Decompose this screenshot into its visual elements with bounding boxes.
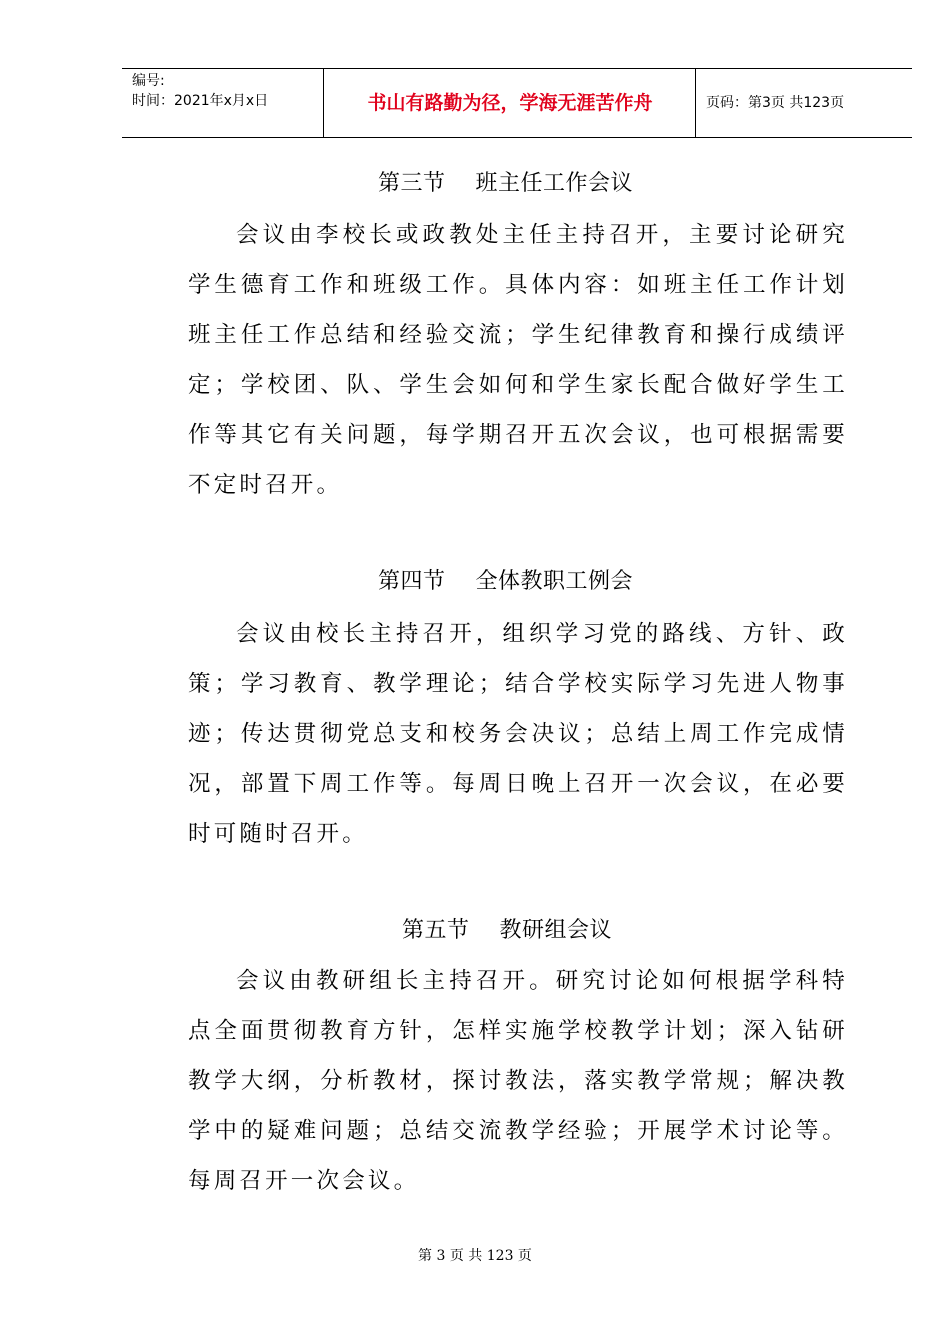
header-meta-cell <box>122 69 324 137</box>
section-body-3: 会议由李校长或政教处主任主持召开，主要讨论研究学生德育工作和班级工作。具体内容：如班主任工作计划班主任工作总结和经验交流；学生纪律教育和操行成绩评定；学校团、队、学生会如何和学生家长配合做好学生工作等其它有关问题，每学期召开五次会议，也可根据需要不定时召开。 <box>188 222 848 498</box>
page-header <box>122 68 912 138</box>
motto-text: 书山有路勤为径，学海无涯苦作舟 <box>367 92 653 114</box>
section-title-3: 第三节 班主任工作会议 <box>378 171 633 196</box>
section-title-5: 第五节 教研组会议 <box>402 918 612 943</box>
page-footer: 第 3 页 共 123 页 <box>418 1248 532 1264</box>
code-label: 编号: <box>132 73 165 89</box>
section-title-4: 第四节 全体教职工例会 <box>378 569 633 594</box>
header-motto-cell <box>324 69 696 137</box>
time-label: 时间：2021年x月x日 <box>132 93 269 109</box>
header-page-cell <box>696 69 912 137</box>
section-body-5: 会议由教研组长主持召开。研究讨论如何根据学科特点全面贯彻教育方针，怎样实施学校教学计划；深入钻研教学大纲，分析教材，探讨教法，落实教学常规；解决教学中的疑难问题；总结交流教学经验；开展学术讨论等。每周召开一次会议。 <box>188 968 848 1194</box>
section-body-4: 会议由校长主持召开，组织学习党的路线、方针、政策；学习教育、教学理论；结合学校实际学习先进人物事迹；传达贯彻党总支和校务会决议；总结上周工作完成情况，部置下周工作等。每周日晚上召开一次会议，在必要时可随时召开。 <box>188 621 848 847</box>
page-label: 页码：第3页 共123页 <box>706 95 845 111</box>
